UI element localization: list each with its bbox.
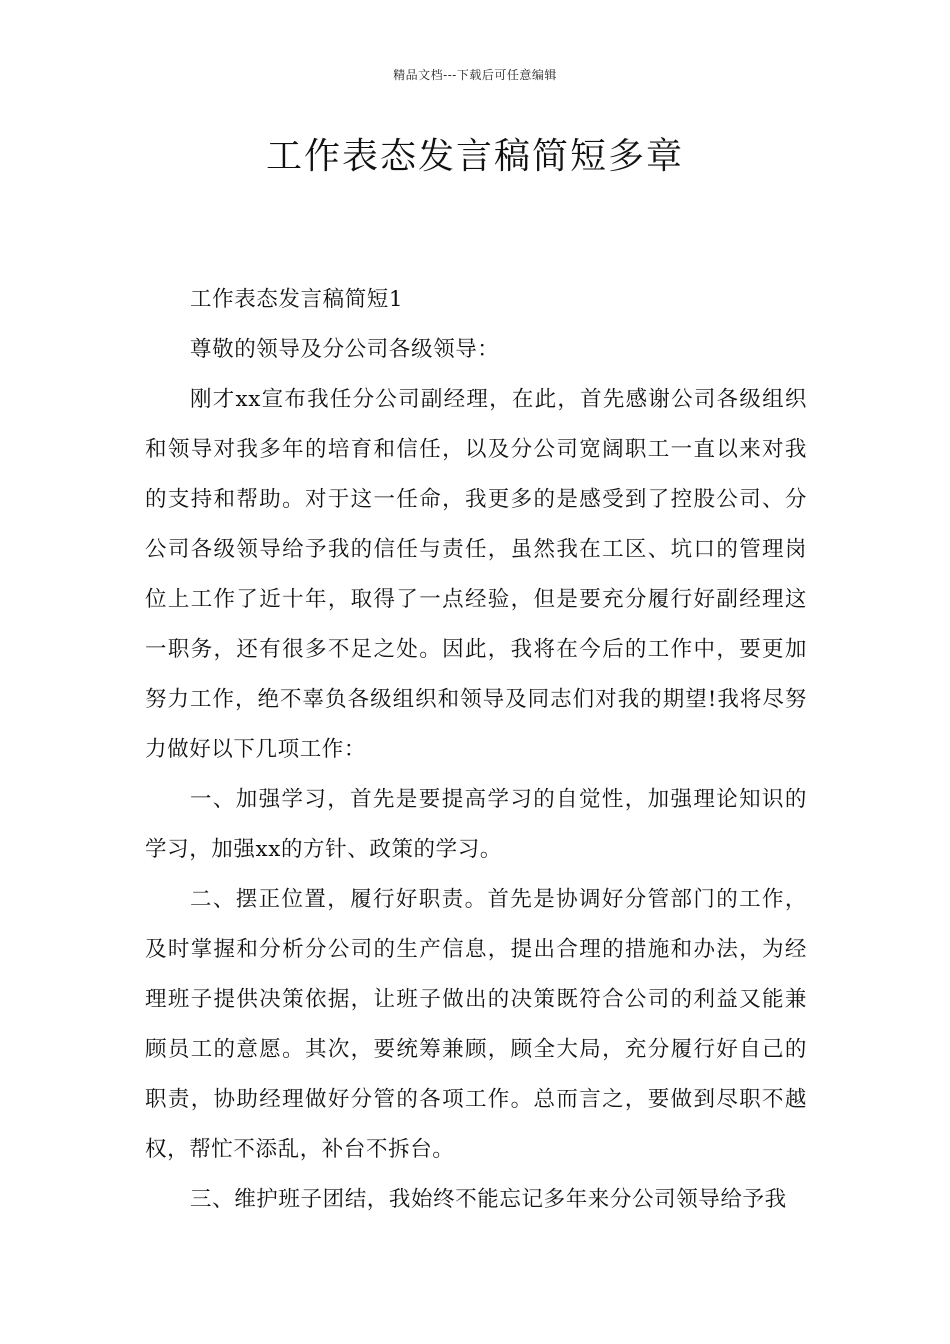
document-body (145, 275, 807, 1225)
header-note: 精品文档---下载后可任意编辑 (393, 68, 557, 82)
section-heading: 工作表态发言稿简短1 (190, 287, 404, 312)
body-paragraph: 一、加强学习，首先是要提高学习的自觉性，加强理论知识的学习，加强xx的方针、政策的学习。 (145, 787, 807, 862)
body-paragraph: 三、维护班子团结，我始终不能忘记多年来分公司领导给予我 (190, 1187, 787, 1212)
document-title: 工作表态发言稿简短多章 (265, 136, 684, 177)
body-paragraph: 刚才xx宣布我任分公司副经理，在此，首先感谢公司各级组织和领导对我多年的培育和信任，以及分公司宽阔职工一直以来对我的支持和帮助。对于这一任命，我更多的是感受到了控股公司、分公司各级领导给予我的信任与责任，虽然我在工区、坑口的管理岗位上工作了近十年，取得了一点经验，但是要充分履行好副经理这一职务，还有很多不足之处。因此，我将在今后的工作中，要更加努力工作，绝不辜负各级组织和领导及同志们对我的期望!我将尽努力做好以下几项工作： (145, 387, 807, 762)
body-paragraph: 二、摆正位置，履行好职责。首先是协调好分管部门的工作，及时掌握和分析分公司的生产信息，提出合理的措施和办法，为经理班子提供决策依据，让班子做出的决策既符合公司的利益又能兼顾员工的意愿。其次，要统筹兼顾，顾全大局，充分履行好自己的职责，协助经理做好分管的各项工作。总而言之，要做到尽职不越权，帮忙不添乱，补台不拆台。 (145, 887, 807, 1162)
salutation: 尊敬的领导及分公司各级领导： (190, 337, 500, 362)
